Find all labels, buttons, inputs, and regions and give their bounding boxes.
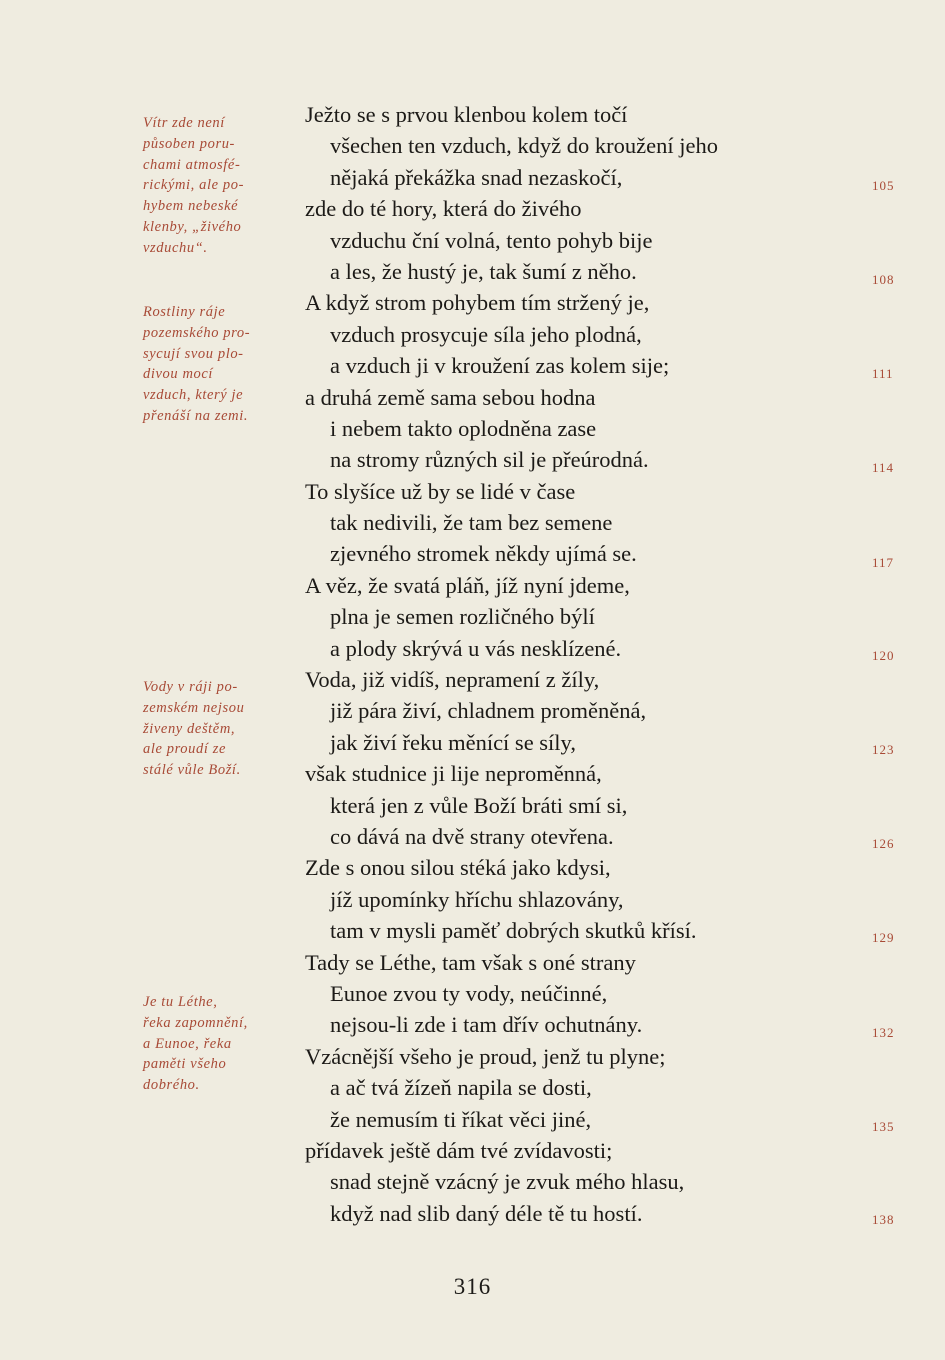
verse-line: přídavek ještě dám tvé zvídavosti;: [305, 1137, 613, 1163]
verse-line: všechen ten vzduch, když do kroužení jeho: [330, 133, 718, 159]
margin-gloss-waters: Vody v ráji po- zemském nejsou živeny deštěm, ale proudí ze stálé vůle Boží.: [143, 679, 245, 779]
verse-line: když nad slib daný déle tě tu hostí.: [330, 1200, 643, 1226]
margin-gloss-plants: Rostliny ráje pozemského pro- sycují svou plo- divou mocí vzduch, který je přenáší na zemi.: [143, 304, 251, 424]
line-number: 138: [872, 1212, 895, 1227]
line-number: 123: [872, 742, 895, 757]
verse-line: již pára živí, chladnem proměněná,: [330, 698, 647, 724]
line-number: 120: [872, 648, 895, 663]
verse-line: snad stejně vzácný je zvuk mého hlasu,: [330, 1169, 685, 1195]
verse-line: tak nedivili, že tam bez semene: [330, 510, 613, 536]
verse-line: zde do té hory, která do živého: [305, 196, 582, 222]
line-number: 114: [872, 460, 895, 475]
verse-line: Tady se Léthe, tam však s oné strany: [305, 949, 636, 975]
line-number: 132: [872, 1025, 895, 1040]
verse-line: a vzduch ji v kroužení zas kolem sije;: [330, 353, 670, 379]
verse-line: zjevného stromek někdy ujímá se.: [330, 541, 637, 567]
verse-line: A věz, že svatá pláň, jíž nyní jdeme,: [305, 572, 630, 598]
poem-text: [305, 99, 845, 1229]
verse-line: Zde s onou silou stéká jako kdysi,: [305, 855, 611, 881]
verse-line: nějaká překážka snad nezaskočí,: [330, 164, 623, 190]
line-number: 105: [872, 178, 895, 193]
verse-line: i nebem takto oplodněna zase: [330, 415, 597, 441]
line-number: 108: [872, 272, 895, 287]
verse-line: To slyšíce už by se lidé v čase: [305, 478, 576, 504]
verse-line: že nemusím ti říkat věci jiné,: [330, 1106, 592, 1132]
verse-line: vzduchu ční volná, tento pohyb bije: [330, 227, 653, 253]
verse-line: však studnice ji lije neproměnná,: [305, 761, 602, 787]
verse-line: jíž upomínky hříchu shlazovány,: [330, 886, 624, 912]
verse-line: Eunoe zvou ty vody, neúčinné,: [330, 980, 608, 1006]
verse-line: Voda, již vidíš, nepramení z žíly,: [305, 667, 600, 693]
verse-line: Ježto se s prvou klenbou kolem točí: [305, 102, 628, 127]
verse-line: která jen z vůle Boží bráti smí si,: [330, 792, 628, 818]
verse-line: a ač tvá žízeň napila se dosti,: [330, 1075, 592, 1101]
verse-line: a plody skrývá u vás nesklízené.: [330, 635, 622, 661]
line-number: 111: [872, 366, 894, 381]
verse-line: vzduch prosycuje síla jeho plodná,: [330, 321, 642, 347]
verse-line: tam v mysli paměť dobrých skutků křísí.: [330, 918, 697, 944]
margin-gloss-lethe-eunoe: Je tu Léthe, řeka zapomnění, a Eunoe, řeka paměti všeho dobrého.: [143, 994, 248, 1094]
page-number: 316: [453, 1274, 492, 1299]
line-number: 129: [872, 930, 895, 945]
line-number: 117: [872, 555, 895, 570]
verse-line: co dává na dvě strany otevřena.: [330, 823, 614, 849]
verse-line: a druhá země sama sebou hodna: [305, 384, 596, 410]
line-number: 135: [872, 1119, 895, 1134]
verse-line: a les, že hustý je, tak šumí z něho.: [330, 258, 637, 284]
verse-line: na stromy různých sil je přeúrodná.: [330, 447, 649, 473]
verse-line: A když strom pohybem tím stržený je,: [305, 290, 650, 316]
verse-line: nejsou-li zde i tam dřív ochutnány.: [330, 1012, 643, 1038]
verse-line: Vzácnější všeho je proud, jenž tu plyne;: [305, 1043, 666, 1069]
verse-line: jak živí řeku měnící se síly,: [330, 729, 576, 755]
margin-gloss-wind: Vítr zde není působen poru- chami atmosfé- rickými, ale po- hybem nebeské klenby, „živého vzduchu“.: [143, 115, 244, 256]
verse-line: plna je semen rozličného býlí: [330, 604, 595, 630]
line-number: 126: [872, 836, 895, 851]
